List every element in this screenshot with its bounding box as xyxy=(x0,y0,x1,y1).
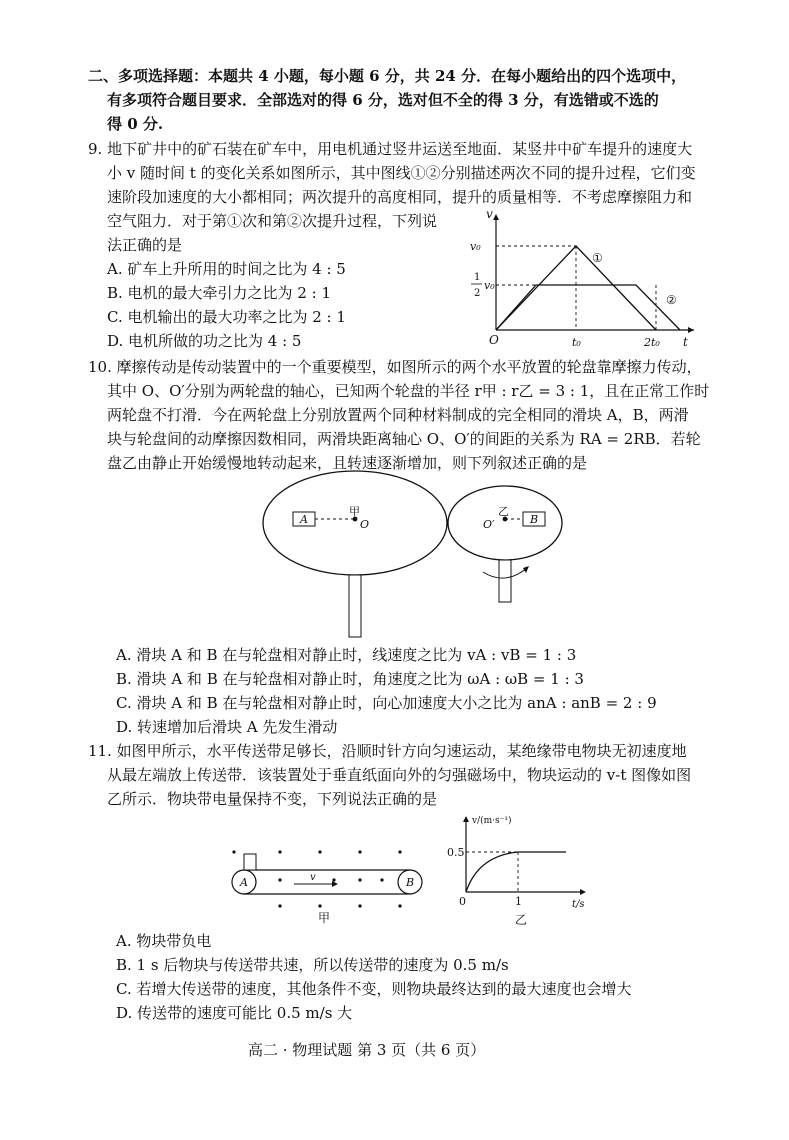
q10-line1: 10. 摩擦传动是传动装置中的一个重要模型，如图所示的两个水平放置的轮盘靠摩擦力传动， xyxy=(88,358,702,376)
section-header-line3: 得 0 分. xyxy=(107,115,164,133)
x-axis-label: t xyxy=(683,335,688,349)
q9-line4: 空气阻力．对于第①次和第②次提升过程，下列说 xyxy=(107,212,438,230)
q11-line1: 11. 如图甲所示，水平传送带足够长，沿顺时针方向匀速运动，某绝缘带电物块无初速度地 xyxy=(88,742,687,760)
q11-option-a: A. 物块带负电 xyxy=(116,932,212,950)
q10-option-c: C. 滑块 A 和 B 在与轮盘相对静止时，向心加速度大小之比为 anA : anB = 2 : 9 xyxy=(116,694,657,712)
q9-option-d: D. 电机所做的功之比为 4 : 5 xyxy=(107,332,302,350)
q11-vt-graph xyxy=(444,810,594,928)
magnetic-field-dots xyxy=(232,850,401,907)
q10-line5: 盘乙由静止开始缓慢地转动起来，且转速逐渐增加，则下列叙述正确的是 xyxy=(107,454,588,472)
disc-jia xyxy=(263,471,447,575)
q10-line4: 块与轮盘间的动摩擦因数相同，两滑块距离轴心 O、O′的间距的关系为 RA = 2RB．若轮 xyxy=(107,430,701,448)
q9-line3: 速阶段加速度的大小都相同；两次提升的高度相同，提升的质量相等．不考虑摩擦阻力和 xyxy=(107,188,693,206)
v-value-label: 0.5 xyxy=(447,846,465,859)
t-value-label: 1 xyxy=(515,895,522,908)
half-denominator: 2 xyxy=(474,288,481,299)
q9-vt-graph xyxy=(462,208,702,354)
jia-label: 甲 xyxy=(349,505,360,518)
page-footer: 高二 · 物理试题 第 3 页（共 6 页） xyxy=(248,1041,486,1059)
curve-2 xyxy=(496,285,680,330)
roller-a-label: A xyxy=(240,876,248,889)
q9-line2: 小 v 随时间 t 的变化关系如图所示，其中图线①②分别描述两次不同的提升过程，它们变 xyxy=(107,164,696,182)
shaft-jia xyxy=(349,575,361,637)
charged-block xyxy=(244,854,256,870)
fig-jia-caption: 甲 xyxy=(318,911,331,925)
velocity-label: v xyxy=(310,872,316,883)
origin-label: O xyxy=(489,333,499,347)
y-axis-label: v xyxy=(486,208,493,221)
velocity-arrow-icon xyxy=(332,881,338,887)
half-v0-label: v₀ xyxy=(484,279,495,292)
curve-1-label: ① xyxy=(592,251,603,265)
q10-line2: 其中 O、O′分别为两轮盘的轴心，已知两个轮盘的半径 r甲 : r乙 = 3 : 1，且在正常工作时 xyxy=(107,382,710,400)
x-axis-arrow-icon xyxy=(580,889,586,895)
q11-option-d: D. 传送带的速度可能比 0.5 m/s 大 xyxy=(116,1004,353,1022)
o-label: O xyxy=(360,518,370,531)
q11-option-c: C. 若增大传送带的速度，其他条件不变，则物块最终达到的最大速度也会增大 xyxy=(116,980,632,998)
q11-line3: 乙所示．物块带电量保持不变，下列说法正确的是 xyxy=(107,790,438,808)
shaft-yi xyxy=(499,560,511,602)
q9-option-b: B. 电机的最大牵引力之比为 2 : 1 xyxy=(107,284,332,302)
q9-option-a: A. 矿车上升所用的时间之比为 4 : 5 xyxy=(107,260,346,278)
q10-line3: 两轮盘不打滑．今在两轮盘上分别放置两个同种材料制成的完全相同的滑块 A，B，两滑 xyxy=(107,406,689,424)
slider-a-label: A xyxy=(300,513,308,526)
rotation-arrowhead-icon xyxy=(523,566,529,573)
q10-disc-diagram xyxy=(255,468,565,643)
half-numerator: 1 xyxy=(474,272,481,283)
curve-2-label: ② xyxy=(666,293,677,307)
q9-line1: 9. 地下矿井中的矿石装在矿车中，用电机通过竖井运送至地面．某竖井中矿车提升的速度大 xyxy=(88,140,693,158)
t0-label: t₀ xyxy=(572,336,581,349)
q11-conveyor-figure xyxy=(222,836,432,928)
y-axis-arrow-icon xyxy=(493,214,499,220)
slider-b-label: B xyxy=(530,513,539,526)
yi-label: 乙 xyxy=(498,505,509,518)
q9-option-c: C. 电机输出的最大功率之比为 2 : 1 xyxy=(107,308,346,326)
q10-option-a: A. 滑块 A 和 B 在与轮盘相对静止时，线速度之比为 vA : vB = 1 : 3 xyxy=(116,646,577,664)
q10-option-b: B. 滑块 A 和 B 在与轮盘相对静止时，角速度之比为 ωA : ωB = 1 : 3 xyxy=(116,670,584,688)
2t0-label: 2t₀ xyxy=(644,336,660,349)
section-header-line2: 有多项符合题目要求．全部选对的得 6 分，选对但不全的得 3 分，有选错或不选的 xyxy=(107,91,659,109)
y-axis-label: v/(m·s⁻¹) xyxy=(472,816,512,826)
origin-label: 0 xyxy=(459,895,466,908)
x-axis-arrow-icon xyxy=(688,327,694,333)
vt-curve xyxy=(466,852,566,892)
section-header-line1: 二、多项选择题：本题共 4 小题，每小题 6 分，共 24 分．在每小题给出的四个选项中， xyxy=(88,67,687,85)
x-axis-label: t/s xyxy=(572,899,585,910)
q11-line2: 从最左端放上传送带．该装置处于垂直纸面向外的匀强磁场中，物块运动的 v-t 图像如图 xyxy=(107,766,692,784)
q11-option-b: B. 1 s 后物块与传送带共速，所以传送带的速度为 0.5 m/s xyxy=(116,956,509,974)
o-prime-label: O′ xyxy=(483,518,495,531)
y-axis-arrow-icon xyxy=(463,816,469,822)
roller-b-label: B xyxy=(406,876,415,889)
q9-line5: 法正确的是 xyxy=(107,236,183,254)
v0-label: v₀ xyxy=(470,240,481,253)
fig-yi-caption: 乙 xyxy=(515,913,528,927)
q10-option-d: D. 转速增加后滑块 A 先发生滑动 xyxy=(116,718,338,736)
